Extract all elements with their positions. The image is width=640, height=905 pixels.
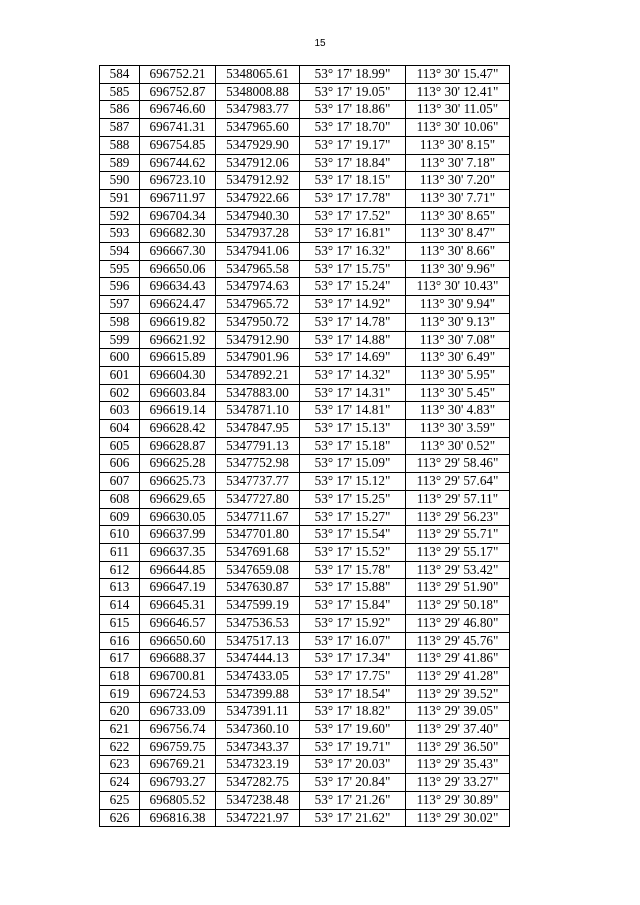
longitude-cell: 113° 29' 30.02" <box>406 809 510 827</box>
table-row <box>100 721 510 739</box>
easting-cell: 696604.30 <box>140 366 216 384</box>
longitude-cell: 113° 30' 5.95" <box>406 366 510 384</box>
easting-cell: 696619.14 <box>140 402 216 420</box>
point-number-cell: 613 <box>100 579 140 597</box>
northing-cell: 5347871.10 <box>216 402 300 420</box>
latitude-cell: 53° 17' 15.78" <box>300 561 406 579</box>
easting-cell: 696619.82 <box>140 313 216 331</box>
easting-cell: 696741.31 <box>140 119 216 137</box>
longitude-cell: 113° 30' 8.47" <box>406 225 510 243</box>
northing-cell: 5347847.95 <box>216 420 300 438</box>
table-row <box>100 154 510 172</box>
table-row <box>100 402 510 420</box>
easting-cell: 696711.97 <box>140 189 216 207</box>
table-row <box>100 225 510 243</box>
easting-cell: 696724.53 <box>140 685 216 703</box>
point-number-cell: 623 <box>100 756 140 774</box>
longitude-cell: 113° 29' 33.27" <box>406 774 510 792</box>
northing-cell: 5347883.00 <box>216 384 300 402</box>
easting-cell: 696637.35 <box>140 543 216 561</box>
easting-cell: 696759.75 <box>140 738 216 756</box>
northing-cell: 5347892.21 <box>216 366 300 384</box>
point-number-cell: 619 <box>100 685 140 703</box>
easting-cell: 696769.21 <box>140 756 216 774</box>
table-row <box>100 650 510 668</box>
easting-cell: 696634.43 <box>140 278 216 296</box>
longitude-cell: 113° 30' 7.71" <box>406 189 510 207</box>
table-row <box>100 243 510 261</box>
point-number-cell: 622 <box>100 738 140 756</box>
point-number-cell: 586 <box>100 101 140 119</box>
easting-cell: 696645.31 <box>140 597 216 615</box>
longitude-cell: 113° 29' 53.42" <box>406 561 510 579</box>
table-row <box>100 189 510 207</box>
longitude-cell: 113° 30' 15.47" <box>406 66 510 84</box>
longitude-cell: 113° 30' 5.45" <box>406 384 510 402</box>
table-row <box>100 614 510 632</box>
latitude-cell: 53° 17' 15.52" <box>300 543 406 561</box>
longitude-cell: 113° 30' 8.66" <box>406 243 510 261</box>
table-row <box>100 349 510 367</box>
point-number-cell: 610 <box>100 526 140 544</box>
longitude-cell: 113° 30' 8.65" <box>406 207 510 225</box>
table-row <box>100 313 510 331</box>
northing-cell: 5347701.80 <box>216 526 300 544</box>
table-row <box>100 455 510 473</box>
point-number-cell: 604 <box>100 420 140 438</box>
latitude-cell: 53° 17' 15.88" <box>300 579 406 597</box>
northing-cell: 5347323.19 <box>216 756 300 774</box>
easting-cell: 696682.30 <box>140 225 216 243</box>
longitude-cell: 113° 29' 55.71" <box>406 526 510 544</box>
latitude-cell: 53° 17' 14.92" <box>300 296 406 314</box>
table-row <box>100 703 510 721</box>
longitude-cell: 113° 29' 41.28" <box>406 667 510 685</box>
latitude-cell: 53° 17' 18.54" <box>300 685 406 703</box>
point-number-cell: 593 <box>100 225 140 243</box>
longitude-cell: 113° 30' 7.18" <box>406 154 510 172</box>
longitude-cell: 113° 30' 10.43" <box>406 278 510 296</box>
point-number-cell: 585 <box>100 83 140 101</box>
longitude-cell: 113° 30' 7.20" <box>406 172 510 190</box>
table-row <box>100 597 510 615</box>
point-number-cell: 600 <box>100 349 140 367</box>
latitude-cell: 53° 17' 14.78" <box>300 313 406 331</box>
latitude-cell: 53° 17' 16.81" <box>300 225 406 243</box>
latitude-cell: 53° 17' 15.92" <box>300 614 406 632</box>
northing-cell: 5347940.30 <box>216 207 300 225</box>
point-number-cell: 603 <box>100 402 140 420</box>
table-row <box>100 685 510 703</box>
easting-cell: 696688.37 <box>140 650 216 668</box>
latitude-cell: 53° 17' 19.05" <box>300 83 406 101</box>
latitude-cell: 53° 17' 16.07" <box>300 632 406 650</box>
northing-cell: 5347901.96 <box>216 349 300 367</box>
northing-cell: 5347391.11 <box>216 703 300 721</box>
point-number-cell: 611 <box>100 543 140 561</box>
point-number-cell: 617 <box>100 650 140 668</box>
easting-cell: 696700.81 <box>140 667 216 685</box>
northing-cell: 5347950.72 <box>216 313 300 331</box>
northing-cell: 5347659.08 <box>216 561 300 579</box>
longitude-cell: 113° 30' 3.59" <box>406 420 510 438</box>
latitude-cell: 53° 17' 17.78" <box>300 189 406 207</box>
point-number-cell: 597 <box>100 296 140 314</box>
latitude-cell: 53° 17' 15.09" <box>300 455 406 473</box>
latitude-cell: 53° 17' 18.84" <box>300 154 406 172</box>
northing-cell: 5347238.48 <box>216 791 300 809</box>
table-row <box>100 561 510 579</box>
northing-cell: 5347711.67 <box>216 508 300 526</box>
latitude-cell: 53° 17' 15.12" <box>300 473 406 491</box>
point-number-cell: 602 <box>100 384 140 402</box>
point-number-cell: 624 <box>100 774 140 792</box>
latitude-cell: 53° 17' 20.03" <box>300 756 406 774</box>
longitude-cell: 113° 30' 8.15" <box>406 136 510 154</box>
table-row <box>100 526 510 544</box>
table-row <box>100 278 510 296</box>
northing-cell: 5347912.06 <box>216 154 300 172</box>
longitude-cell: 113° 29' 45.76" <box>406 632 510 650</box>
longitude-cell: 113° 29' 50.18" <box>406 597 510 615</box>
point-number-cell: 592 <box>100 207 140 225</box>
table-row <box>100 756 510 774</box>
latitude-cell: 53° 17' 18.15" <box>300 172 406 190</box>
longitude-cell: 113° 29' 37.40" <box>406 721 510 739</box>
easting-cell: 696621.92 <box>140 331 216 349</box>
point-number-cell: 589 <box>100 154 140 172</box>
point-number-cell: 594 <box>100 243 140 261</box>
point-number-cell: 584 <box>100 66 140 84</box>
easting-cell: 696752.21 <box>140 66 216 84</box>
table-row <box>100 119 510 137</box>
point-number-cell: 591 <box>100 189 140 207</box>
easting-cell: 696752.87 <box>140 83 216 101</box>
latitude-cell: 53° 17' 19.71" <box>300 738 406 756</box>
northing-cell: 5347922.66 <box>216 189 300 207</box>
latitude-cell: 53° 17' 19.17" <box>300 136 406 154</box>
point-number-cell: 607 <box>100 473 140 491</box>
northing-cell: 5347965.58 <box>216 260 300 278</box>
longitude-cell: 113° 29' 58.46" <box>406 455 510 473</box>
northing-cell: 5347752.98 <box>216 455 300 473</box>
northing-cell: 5347791.13 <box>216 437 300 455</box>
latitude-cell: 53° 17' 18.99" <box>300 66 406 84</box>
latitude-cell: 53° 17' 15.75" <box>300 260 406 278</box>
latitude-cell: 53° 17' 21.26" <box>300 791 406 809</box>
easting-cell: 696756.74 <box>140 721 216 739</box>
longitude-cell: 113° 30' 7.08" <box>406 331 510 349</box>
longitude-cell: 113° 29' 55.17" <box>406 543 510 561</box>
table-row <box>100 632 510 650</box>
latitude-cell: 53° 17' 14.81" <box>300 402 406 420</box>
northing-cell: 5347517.13 <box>216 632 300 650</box>
northing-cell: 5347399.88 <box>216 685 300 703</box>
point-number-cell: 616 <box>100 632 140 650</box>
longitude-cell: 113° 30' 10.06" <box>406 119 510 137</box>
latitude-cell: 53° 17' 17.34" <box>300 650 406 668</box>
easting-cell: 696746.60 <box>140 101 216 119</box>
table-row <box>100 667 510 685</box>
latitude-cell: 53° 17' 15.25" <box>300 490 406 508</box>
table-row <box>100 260 510 278</box>
northing-cell: 5347221.97 <box>216 809 300 827</box>
easting-cell: 696647.19 <box>140 579 216 597</box>
easting-cell: 696624.47 <box>140 296 216 314</box>
point-number-cell: 621 <box>100 721 140 739</box>
longitude-cell: 113° 29' 36.50" <box>406 738 510 756</box>
table-row <box>100 774 510 792</box>
table-row <box>100 331 510 349</box>
northing-cell: 5347929.90 <box>216 136 300 154</box>
coordinate-table-body <box>100 66 510 827</box>
table-row <box>100 473 510 491</box>
longitude-cell: 113° 30' 4.83" <box>406 402 510 420</box>
point-number-cell: 606 <box>100 455 140 473</box>
northing-cell: 5347599.19 <box>216 597 300 615</box>
table-row <box>100 83 510 101</box>
latitude-cell: 53° 17' 15.54" <box>300 526 406 544</box>
easting-cell: 696628.42 <box>140 420 216 438</box>
table-row <box>100 490 510 508</box>
latitude-cell: 53° 17' 15.84" <box>300 597 406 615</box>
easting-cell: 696628.87 <box>140 437 216 455</box>
easting-cell: 696723.10 <box>140 172 216 190</box>
table-row <box>100 791 510 809</box>
northing-cell: 5347965.60 <box>216 119 300 137</box>
easting-cell: 696754.85 <box>140 136 216 154</box>
northing-cell: 5347536.53 <box>216 614 300 632</box>
latitude-cell: 53° 17' 15.13" <box>300 420 406 438</box>
point-number-cell: 618 <box>100 667 140 685</box>
longitude-cell: 113° 30' 9.94" <box>406 296 510 314</box>
longitude-cell: 113° 29' 30.89" <box>406 791 510 809</box>
longitude-cell: 113° 29' 35.43" <box>406 756 510 774</box>
table-row <box>100 207 510 225</box>
easting-cell: 696644.85 <box>140 561 216 579</box>
northing-cell: 5347941.06 <box>216 243 300 261</box>
table-row <box>100 101 510 119</box>
point-number-cell: 620 <box>100 703 140 721</box>
northing-cell: 5347360.10 <box>216 721 300 739</box>
latitude-cell: 53° 17' 15.24" <box>300 278 406 296</box>
longitude-cell: 113° 30' 12.41" <box>406 83 510 101</box>
northing-cell: 5347630.87 <box>216 579 300 597</box>
latitude-cell: 53° 17' 18.82" <box>300 703 406 721</box>
easting-cell: 696816.38 <box>140 809 216 827</box>
latitude-cell: 53° 17' 14.88" <box>300 331 406 349</box>
point-number-cell: 612 <box>100 561 140 579</box>
easting-cell: 696704.34 <box>140 207 216 225</box>
northing-cell: 5347343.37 <box>216 738 300 756</box>
latitude-cell: 53° 17' 20.84" <box>300 774 406 792</box>
point-number-cell: 596 <box>100 278 140 296</box>
easting-cell: 696650.06 <box>140 260 216 278</box>
easting-cell: 696630.05 <box>140 508 216 526</box>
point-number-cell: 608 <box>100 490 140 508</box>
point-number-cell: 590 <box>100 172 140 190</box>
table-row <box>100 384 510 402</box>
easting-cell: 696650.60 <box>140 632 216 650</box>
latitude-cell: 53° 17' 17.75" <box>300 667 406 685</box>
table-row <box>100 508 510 526</box>
latitude-cell: 53° 17' 15.18" <box>300 437 406 455</box>
northing-cell: 5347691.68 <box>216 543 300 561</box>
easting-cell: 696805.52 <box>140 791 216 809</box>
northing-cell: 5348065.61 <box>216 66 300 84</box>
longitude-cell: 113° 30' 6.49" <box>406 349 510 367</box>
point-number-cell: 595 <box>100 260 140 278</box>
easting-cell: 696637.99 <box>140 526 216 544</box>
point-number-cell: 587 <box>100 119 140 137</box>
point-number-cell: 598 <box>100 313 140 331</box>
latitude-cell: 53° 17' 17.52" <box>300 207 406 225</box>
northing-cell: 5347974.63 <box>216 278 300 296</box>
easting-cell: 696646.57 <box>140 614 216 632</box>
northing-cell: 5347282.75 <box>216 774 300 792</box>
easting-cell: 696625.28 <box>140 455 216 473</box>
northing-cell: 5347937.28 <box>216 225 300 243</box>
northing-cell: 5347912.92 <box>216 172 300 190</box>
longitude-cell: 113° 29' 39.52" <box>406 685 510 703</box>
point-number-cell: 625 <box>100 791 140 809</box>
latitude-cell: 53° 17' 15.27" <box>300 508 406 526</box>
table-row <box>100 579 510 597</box>
longitude-cell: 113° 29' 41.86" <box>406 650 510 668</box>
latitude-cell: 53° 17' 14.69" <box>300 349 406 367</box>
latitude-cell: 53° 17' 18.86" <box>300 101 406 119</box>
table-row <box>100 543 510 561</box>
longitude-cell: 113° 30' 11.05" <box>406 101 510 119</box>
point-number-cell: 605 <box>100 437 140 455</box>
longitude-cell: 113° 30' 9.96" <box>406 260 510 278</box>
northing-cell: 5348008.88 <box>216 83 300 101</box>
table-row <box>100 437 510 455</box>
table-row <box>100 136 510 154</box>
northing-cell: 5347444.13 <box>216 650 300 668</box>
longitude-cell: 113° 29' 46.80" <box>406 614 510 632</box>
table-row <box>100 738 510 756</box>
easting-cell: 696744.62 <box>140 154 216 172</box>
northing-cell: 5347912.90 <box>216 331 300 349</box>
longitude-cell: 113° 30' 9.13" <box>406 313 510 331</box>
point-number-cell: 588 <box>100 136 140 154</box>
easting-cell: 696629.65 <box>140 490 216 508</box>
longitude-cell: 113° 30' 0.52" <box>406 437 510 455</box>
page-number: 15 <box>314 38 326 49</box>
latitude-cell: 53° 17' 19.60" <box>300 721 406 739</box>
coordinate-table <box>99 65 510 827</box>
easting-cell: 696603.84 <box>140 384 216 402</box>
latitude-cell: 53° 17' 18.70" <box>300 119 406 137</box>
longitude-cell: 113° 29' 39.05" <box>406 703 510 721</box>
northing-cell: 5347965.72 <box>216 296 300 314</box>
northing-cell: 5347727.80 <box>216 490 300 508</box>
point-number-cell: 626 <box>100 809 140 827</box>
latitude-cell: 53° 17' 14.32" <box>300 366 406 384</box>
easting-cell: 696615.89 <box>140 349 216 367</box>
easting-cell: 696625.73 <box>140 473 216 491</box>
longitude-cell: 113° 29' 57.64" <box>406 473 510 491</box>
latitude-cell: 53° 17' 14.31" <box>300 384 406 402</box>
point-number-cell: 615 <box>100 614 140 632</box>
point-number-cell: 601 <box>100 366 140 384</box>
point-number-cell: 614 <box>100 597 140 615</box>
table-row <box>100 420 510 438</box>
easting-cell: 696733.09 <box>140 703 216 721</box>
table-row <box>100 172 510 190</box>
northing-cell: 5347737.77 <box>216 473 300 491</box>
point-number-cell: 599 <box>100 331 140 349</box>
easting-cell: 696793.27 <box>140 774 216 792</box>
table-row <box>100 296 510 314</box>
latitude-cell: 53° 17' 21.62" <box>300 809 406 827</box>
northing-cell: 5347433.05 <box>216 667 300 685</box>
table-row <box>100 366 510 384</box>
longitude-cell: 113° 29' 51.90" <box>406 579 510 597</box>
longitude-cell: 113° 29' 56.23" <box>406 508 510 526</box>
easting-cell: 696667.30 <box>140 243 216 261</box>
table-row <box>100 809 510 827</box>
latitude-cell: 53° 17' 16.32" <box>300 243 406 261</box>
table-row <box>100 66 510 84</box>
point-number-cell: 609 <box>100 508 140 526</box>
longitude-cell: 113° 29' 57.11" <box>406 490 510 508</box>
northing-cell: 5347983.77 <box>216 101 300 119</box>
